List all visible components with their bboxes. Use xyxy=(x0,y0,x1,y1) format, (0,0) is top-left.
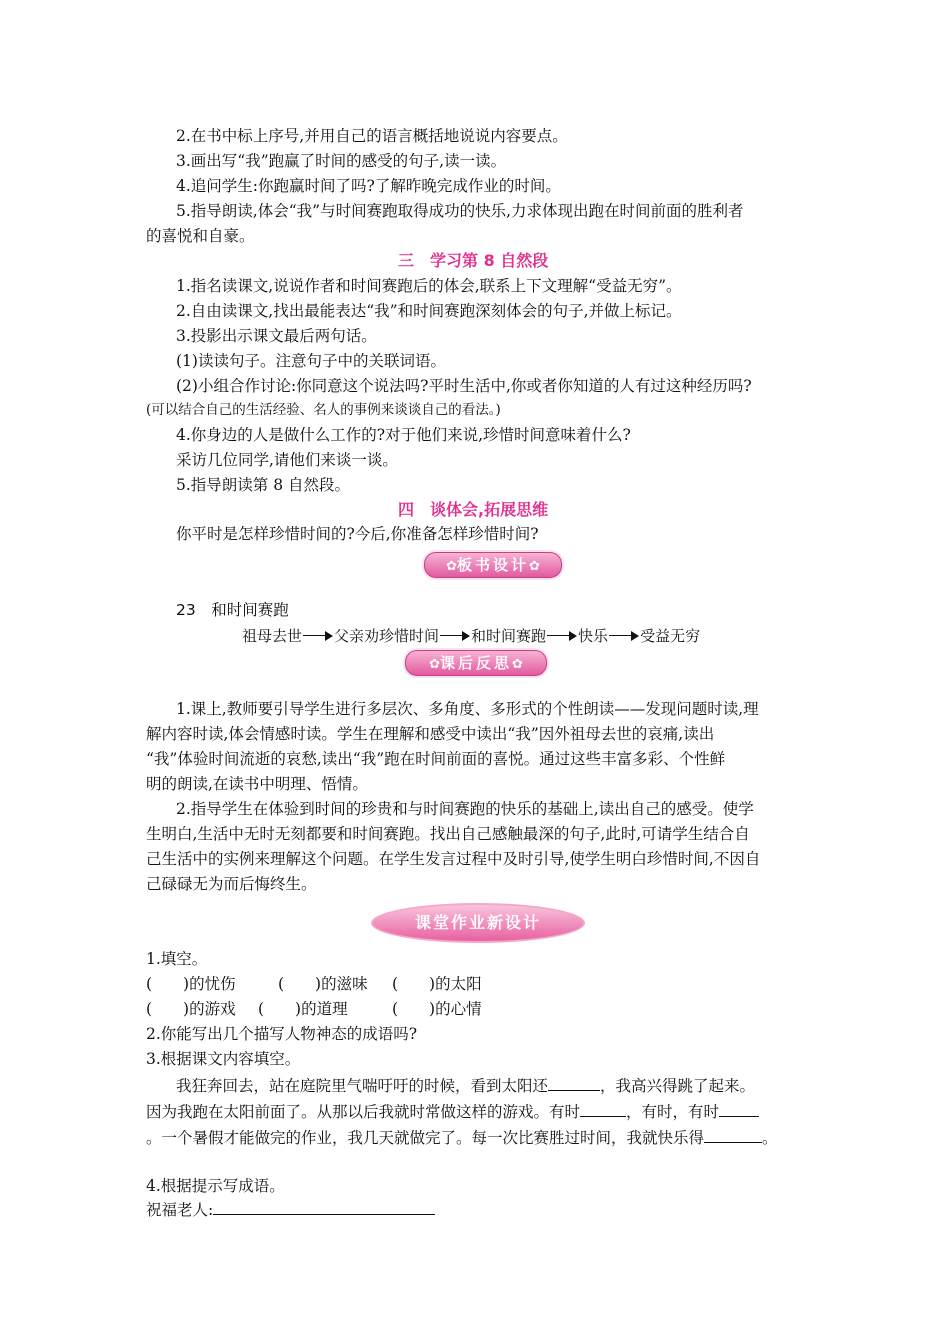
hw-question-3: 3.根据课文内容填空。 xyxy=(146,1050,301,1068)
reflection-line: 明的朗读,在读书中明理、悟情。 xyxy=(146,775,368,793)
answer-blank[interactable] xyxy=(704,1126,762,1143)
cloze-line-3 xyxy=(146,1126,778,1150)
cloze-text: 。一个暑假才能做完的作业，我几天就做完了。每一次比赛胜过时间，我就快乐得 xyxy=(146,1129,705,1147)
arrow-right-icon xyxy=(547,630,577,642)
board-design-label: 板书设计 xyxy=(456,556,529,574)
sec3-item-3-2: (2)小组合作讨论:你同意这个说法吗?平时生活中,你或者你知道的人有过这种经历吗? xyxy=(176,377,752,395)
cloze-line-1 xyxy=(176,1074,755,1098)
board-design-badge xyxy=(424,552,562,578)
reflection-line: 1.课上,教师要引导学生进行多层次、多角度、多形式的个性朗读——发现问题时读,理 xyxy=(176,700,759,718)
reflection-line: 2.指导学生在体验到时间的珍贵和与时间赛跑的快乐的基础上,读出自己的感受。使学 xyxy=(176,800,754,818)
sec3-item-3-1: (1)读读句子。注意句子中的关联词语。 xyxy=(176,352,446,370)
flow-step: 父亲劝珍惜时间 xyxy=(334,627,440,645)
reflection-line: 己生活中的实例来理解这个问题。在学生发言过程中及时引导,使学生明白珍惜时间,不因自 xyxy=(146,850,761,868)
fill-blank-item: ( )的道理 xyxy=(258,1000,348,1018)
reflection-line: 生明白,生活中无时无刻都要和时间赛跑。找出自己感触最深的句子,此时,可请学生结合自 xyxy=(146,825,750,843)
arrow-right-icon xyxy=(303,630,333,642)
answer-blank[interactable] xyxy=(213,1198,435,1215)
fill-blank-item: ( )的滋味 xyxy=(278,975,368,993)
cloze-text: 因为我跑在太阳前面了。从那以后我就时常做这样的游戏。有时 xyxy=(146,1103,581,1121)
fill-blank-item: ( )的忧伤 xyxy=(146,975,236,993)
reflection-line: 己碌碌无为而后悔终生。 xyxy=(146,875,317,893)
cloze-line-2 xyxy=(146,1100,759,1124)
reflection-badge xyxy=(405,650,547,676)
reflection-label: 课后反思 xyxy=(439,654,512,672)
hw-question-2: 2.你能写出几个描写人物神态的成语吗? xyxy=(146,1025,418,1043)
board-title: 23 和时间赛跑 xyxy=(176,601,289,619)
arrow-right-icon xyxy=(440,630,470,642)
answer-blank[interactable] xyxy=(580,1100,626,1117)
star-icon: ✿ xyxy=(446,559,457,574)
fill-blank-item: ( )的心情 xyxy=(392,1000,482,1018)
answer-blank[interactable] xyxy=(548,1074,600,1091)
sec3-item-1: 1.指名读课文,说说作者和时间赛跑后的体会,联系上下文理解“受益无穷”。 xyxy=(176,277,682,295)
sec3-item-5: 5.指导朗读第 8 自然段。 xyxy=(176,476,351,494)
fill-blank-item: ( )的游戏 xyxy=(146,1000,236,1018)
step-5: 5.指导朗读,体会“我”与时间赛跑取得成功的快乐,力求体现出跑在时间前面的胜利者 xyxy=(176,202,744,220)
step-5-continued: 的喜悦和自豪。 xyxy=(146,227,255,245)
idiom-prompt-label: 祝福老人: xyxy=(146,1201,214,1219)
homework-banner: 课堂作业新设计 xyxy=(371,903,585,943)
cloze-text: 。 xyxy=(762,1129,778,1147)
board-flow xyxy=(242,624,700,648)
cloze-text: 我狂奔回去，站在庭院里气喘吁吁的时候，看到太阳还 xyxy=(176,1077,549,1095)
step-2: 2.在书中标上序号,并用自己的语言概括地说说内容要点。 xyxy=(176,127,568,145)
star-icon: ✿ xyxy=(512,657,523,672)
sec3-note: (可以结合自己的生活经验、名人的事例来谈谈自己的看法。) xyxy=(146,402,501,418)
step-3: 3.画出写“我”跑赢了时间的感受的句子,读一读。 xyxy=(176,152,507,170)
idiom-prompt xyxy=(146,1198,435,1222)
reflection-line: “我”体验时间流逝的哀愁,读出“我”跑在时间前面的喜悦。通过这些丰富多彩、个性鲜 xyxy=(146,750,726,768)
cloze-text: ，有时，有时 xyxy=(626,1103,720,1121)
fill-blank-item: ( )的太阳 xyxy=(392,975,482,993)
flow-step: 祖母去世 xyxy=(242,627,303,645)
cloze-text: ，我高兴得跳了起来。 xyxy=(600,1077,756,1095)
sec3-item-4-sub: 采访几位同学,请他们来谈一谈。 xyxy=(176,451,398,469)
reflection-line: 解内容时读,体会情感时读。学生在理解和感受中读出“我”因外祖母去世的哀痛,读出 xyxy=(146,725,715,743)
sec4-text: 你平时是怎样珍惜时间的?今后,你准备怎样珍惜时间? xyxy=(176,525,539,543)
hw-question-4: 4.根据提示写成语。 xyxy=(146,1177,285,1195)
arrow-right-icon xyxy=(609,630,639,642)
star-icon: ✿ xyxy=(429,657,440,672)
flow-step: 和时间赛跑 xyxy=(471,627,547,645)
answer-blank[interactable] xyxy=(719,1100,759,1117)
flow-step: 受益无穷 xyxy=(640,627,701,645)
step-4: 4.追问学生:你跑赢时间了吗?了解昨晚完成作业的时间。 xyxy=(176,177,561,195)
sec3-item-3: 3.投影出示课文最后两句话。 xyxy=(176,327,377,345)
section-3-heading: 三 学习第 8 自然段 xyxy=(398,251,549,270)
hw-question-1: 1.填空。 xyxy=(146,950,208,968)
sec3-item-2: 2.自由读课文,找出最能表达“我”和时间赛跑深刻体会的句子,并做上标记。 xyxy=(176,302,682,320)
section-4-heading: 四 谈体会,拓展思维 xyxy=(398,500,549,519)
sec3-item-4: 4.你身边的人是做什么工作的?对于他们来说,珍惜时间意味着什么? xyxy=(176,426,631,444)
star-icon: ✿ xyxy=(529,559,540,574)
flow-step: 快乐 xyxy=(578,627,609,645)
